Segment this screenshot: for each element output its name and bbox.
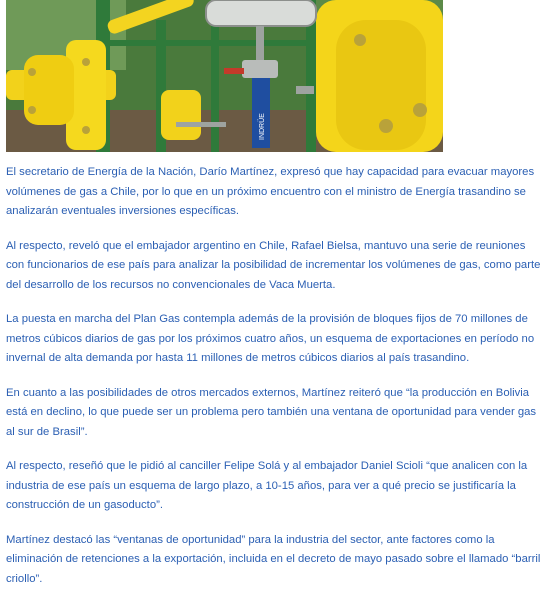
- pipe-elbow-left: [24, 55, 74, 125]
- gauge-tag-text: INDRÜE: [259, 113, 266, 140]
- bolt: [82, 126, 90, 134]
- pipeline-photo-illustration: [6, 0, 443, 152]
- article-paragraph: La puesta en marcha del Plan Gas contempla además de la provisión de bloques fijos de 70 millones de metros cúbicos diarios de gas por los próximos cuatro años, un esquema de exportaciones en período no invernal de alta demanda por hasta 11 millones de metros cúbicos diarios al país trasandino.: [6, 313, 535, 364]
- fence-rail: [96, 40, 326, 46]
- article-photo: [6, 0, 443, 152]
- article-body: [6, 163, 546, 604]
- article-paragraph: Martínez destacó las “ventanas de oportunidad” para la industria del sector, ante factores como la eliminación de retenciones a la exportación, incluida en el decreto de mayo pasado sobre el llamado “barril criollo”.: [6, 533, 541, 585]
- bolt: [379, 119, 393, 133]
- bolt: [354, 34, 366, 46]
- fitting: [296, 86, 314, 94]
- small-pipe: [176, 122, 226, 127]
- bolt: [28, 68, 36, 76]
- red-handle: [224, 68, 244, 74]
- bolt: [28, 106, 36, 114]
- article-paragraph: Al respecto, reveló que el embajador argentino en Chile, Rafael Bielsa, mantuvo una serie de reuniones con funcionarios de ese país para analizar la posibilidad de incrementar los volúmenes de gas, como parte del desarrollo de los recursos no convencionales de Vaca Muerta.: [6, 239, 541, 291]
- pressure-gauge: [206, 0, 316, 26]
- pipe-valve-center: [161, 90, 201, 140]
- bolt: [82, 58, 90, 66]
- gauge-valve: [242, 60, 278, 78]
- article-paragraph: El secretario de Energía de la Nación, Darío Martínez, expresó que hay capacidad para evacuar mayores volúmenes de gas a Chile, por lo que en un próximo encuentro con el ministro de Energía trasandino se analizarán eventuales inversiones específicas.: [6, 166, 535, 217]
- bolt: [413, 103, 427, 117]
- article-paragraph: En cuanto a las posibilidades de otros mercados externos, Martínez reiteró que “la producción en Bolivia está en declino, lo que puede ser un problema pero también una ventana de oportunidad para vender gas al sur de Brasil”.: [6, 386, 537, 438]
- article-paragraph: Al respecto, reseñó que le pidió al canciller Felipe Solá y al embajador Daniel Scioli “que analicen con la industria de ese país un esquema de largo plazo, a 10-15 años, para ver a qué precio se justificaría la construcción de un gasoducto”.: [6, 460, 528, 511]
